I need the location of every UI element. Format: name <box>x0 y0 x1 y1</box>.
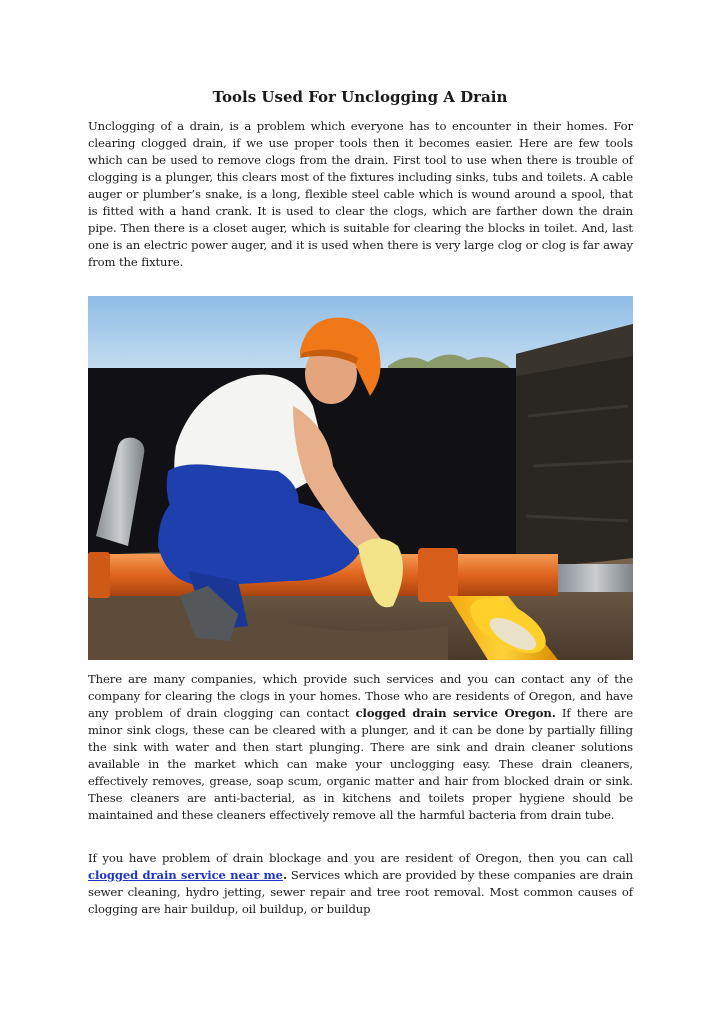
service-name-bold: clogged drain service Oregon. <box>355 706 556 720</box>
paragraph-oregon <box>88 850 633 918</box>
paragraph-oregon-text-rest: Services which are provided by these companies are drain sewer cleaning, hydro jetting, sewer repair and tree root removal. Most common causes of clogging are hair buildup, oil buildup, or buildup <box>88 868 634 916</box>
paragraph-companies-text: There are many companies, which provide such services and you can contact any of the company for clearing the clogs in your homes. Those who are residents of Oregon, and have any problem of drain clogging can contact <box>88 672 633 720</box>
paragraph-companies <box>88 671 633 824</box>
document-title: Tools Used For Unclogging A Drain <box>212 88 508 106</box>
service-near-me-link[interactable]: clogged drain service near me <box>88 868 283 882</box>
paragraph-oregon-text: If you have problem of drain blockage and you are resident of Oregon, then you can call <box>88 851 633 865</box>
plumber-photo <box>88 296 633 660</box>
paragraph-intro: Unclogging of a drain, is a problem which everyone has to encounter in their homes. For clearing clogged drain, if we use proper tools then it becomes easier. Here are few tools which can be used to remove clogs from the drain. First tool to use when there is trouble of clogging is a plunger, this clears most of the fixtures including sinks, tubs and toilets. A cable auger or plumber’s snake, is a long, flexible steel cable which is wound around a spool, that is fitted with a hand crank. It is used to clear the clogs, which are farther down the drain pipe. Then there is a closet auger, which is suitable for clearing the blocks in toilet. And, last one is an electric power auger, and it is used when there is very large clog or clog is far away from the fixture. <box>88 119 633 269</box>
paragraph-companies-text-rest: If there are minor sink clogs, these can be cleared with a plunger, and it can be done by partially filling the sink with water and then start plunging. There are sink and drain cleaner solutions available in the market which can make your unclogging easy. These drain cleaners, effectively removes, grease, soap scum, organic matter and hair from blocked drain or sink. These cleaners are anti-bacterial, as in kitchens and toilets proper hygiene should be maintained and these cleaners effectively remove all the harmful bacteria from drain tube. <box>88 706 633 822</box>
link-period: . <box>282 868 287 882</box>
